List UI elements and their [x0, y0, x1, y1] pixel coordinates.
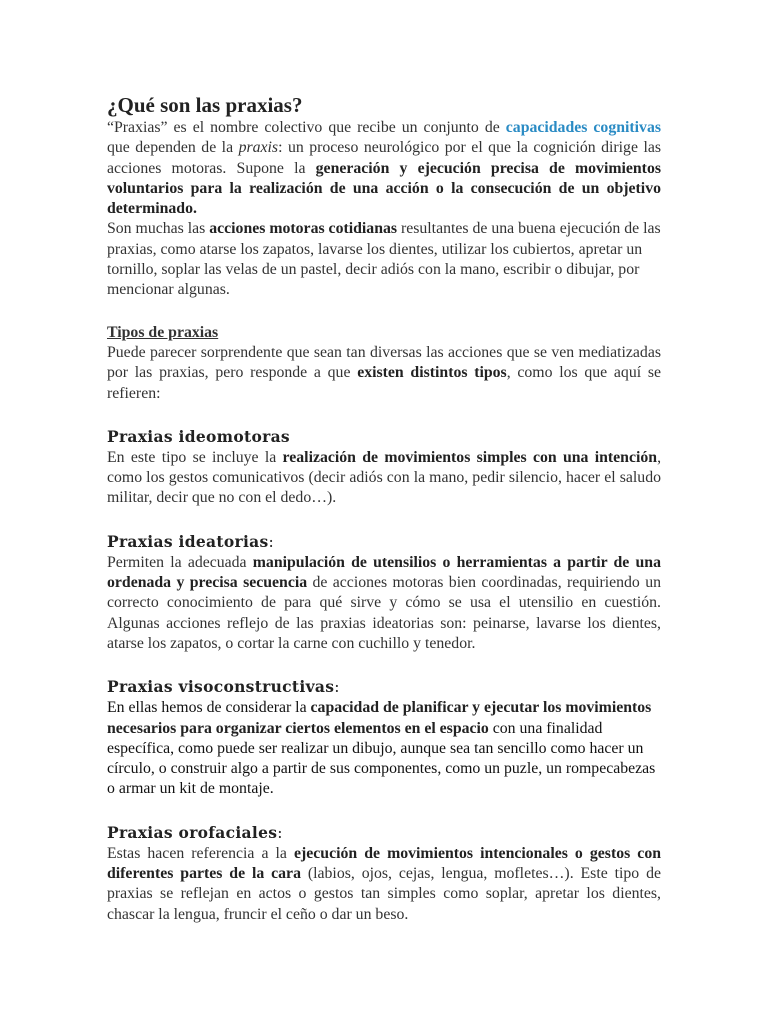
section-heading-text: Praxias ideomotoras	[107, 426, 290, 446]
document-page	[107, 92, 661, 925]
body-text: Estas hacen referencia a la	[107, 844, 294, 862]
section-heading-text: Praxias visoconstructivas	[107, 677, 335, 697]
spacer	[107, 404, 661, 426]
bold-text: ejecución de movimientos intencionales o gestos con diferentes partes de la cara	[107, 844, 662, 883]
section-heading-ideomotoras	[107, 426, 661, 448]
body-text: , como los gestos comunicativos (decir adiós con la mano, pedir silencio, hacer el saludo militar, decir que no con el dedo…).	[107, 448, 662, 507]
page-title: ¿Qué son las praxias?	[107, 93, 303, 117]
section-paragraph-ideomotoras	[107, 448, 661, 509]
body-text: resultantes de una buena ejecución de las praxias, como atarse los zapatos, lavarse los dientes, utilizar los cubiertos, apretar un tornillo, soplar las velas de un pastel, decir adiós con la mano, escribir o dibujar, por mencionar algunas.	[107, 220, 661, 299]
section-heading-colon: :	[334, 678, 340, 697]
tipos-heading: Tipos de praxias	[107, 323, 219, 341]
body-text: “Praxias” es el nombre colectivo que recibe un conjunto de	[107, 119, 506, 136]
tipos-paragraph	[107, 343, 661, 404]
link-capacidades-cognitivas[interactable]: capacidades cognitivas	[505, 119, 661, 136]
body-text: que dependen de la	[107, 139, 239, 157]
bold-text: capacidad de planificar y ejecutar los movimientos necesarios para organizar ciertos elementos en el espacio	[107, 699, 652, 737]
section-heading-text: Praxias ideatorias	[107, 531, 269, 551]
body-text: Son muchas las	[107, 220, 210, 238]
italic-text: praxis	[238, 139, 279, 157]
body-text: , como los que aquí se refieren:	[107, 364, 662, 402]
section-heading-orofaciales	[107, 822, 661, 844]
section-paragraph-ideatorias	[107, 553, 661, 654]
body-text: Puede parecer sorprendente que sean tan diversas las acciones que se ven mediatizadas por las praxias, pero responde a que	[107, 343, 661, 382]
section-heading-ideatorias	[107, 531, 661, 553]
bold-text: existen distintos tipos	[357, 364, 507, 382]
body-text: de acciones motoras bien coordinadas, requiriendo un correcto conocimiento de para qué sirve y cómo se usa el utensilio en cuestión. Algunas acciones reflejo de las praxias ideatorias son: peinarse, lavarse los dientes, atarse los zapatos, o cortar la carne con cuchillo y tenedor.	[107, 574, 662, 652]
section-heading-text: Praxias orofaciales	[107, 822, 278, 842]
section-heading-visoconstructivas	[107, 676, 661, 698]
body-text: Permiten la adecuada	[107, 553, 253, 571]
section-paragraph-orofaciales	[107, 844, 661, 925]
section-heading-colon: :	[268, 532, 275, 551]
bold-text: manipulación de utensilios o herramientas a partir de una ordenada y precisa secuencia	[107, 553, 661, 592]
spacer	[107, 654, 661, 676]
bold-text: realización de movimientos simples con una intención	[282, 448, 658, 466]
spacer	[107, 509, 661, 531]
body-text: (labios, ojos, cejas, lengua, mofletes…). Este tipo de praxias se reflejan en actos o gestos tan simples como soplar, apretar los dientes, chascar la lengua, fruncir el ceño o dar un beso.	[107, 865, 661, 923]
spacer	[107, 800, 661, 822]
section-heading-colon: :	[277, 823, 283, 842]
body-text: En ellas hemos de considerar la	[107, 699, 311, 717]
bold-text: generación y ejecución precisa de movimientos voluntarios para la realización de una acción o la consecución de un objetivo determinado.	[107, 159, 661, 218]
body-text: : un proceso neurológico por el que la cognición dirige las acciones motoras. Supone la	[107, 139, 661, 177]
body-text: con una finalidad específica, como puede ser realizar un dibujo, aunque sea tan sencillo como hacer un círculo, o construir algo a partir de sus componentes, como un puzle, un rompecabezas o armar un kit de montaje.	[107, 719, 656, 798]
intro-paragraph-2	[107, 219, 661, 300]
intro-paragraph-1	[107, 118, 661, 219]
body-text: En este tipo se incluye la	[107, 448, 283, 466]
bold-text: acciones motoras cotidianas	[209, 220, 398, 238]
spacer	[107, 301, 661, 323]
section-paragraph-visoconstructivas	[107, 698, 661, 799]
